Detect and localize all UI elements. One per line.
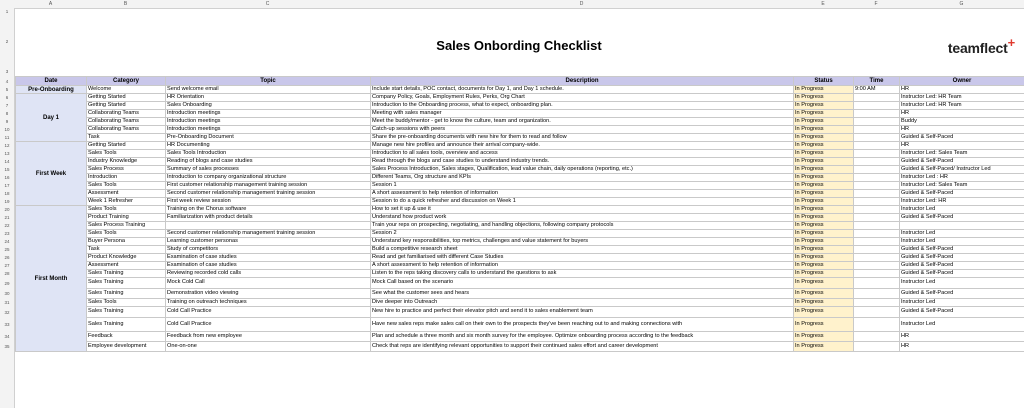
- owner-cell[interactable]: Instructor Led: [900, 230, 1024, 238]
- status-cell[interactable]: In Progress: [794, 190, 854, 198]
- category-cell[interactable]: Sales Training: [87, 307, 166, 318]
- topic-cell[interactable]: One-on-one: [166, 342, 371, 352]
- description-cell[interactable]: Read through the blogs and case studies to understand industry trends.: [371, 158, 794, 166]
- column-letter[interactable]: A: [48, 1, 53, 7]
- topic-cell[interactable]: Cold Call Practice: [166, 318, 371, 332]
- row-number[interactable]: 5: [5, 87, 9, 92]
- category-cell[interactable]: Task: [87, 134, 166, 142]
- table-header-row: [16, 77, 1024, 86]
- time-cell[interactable]: 9:00 AM: [854, 86, 900, 94]
- description-cell[interactable]: Understand how product work: [371, 214, 794, 222]
- owner-cell[interactable]: Guided & Self-Paced: [900, 158, 1024, 166]
- description-cell[interactable]: Mock Call based on the scenario: [371, 278, 794, 289]
- owner-cell[interactable]: HR: [900, 126, 1024, 134]
- column-letter[interactable]: F: [874, 1, 878, 7]
- owner-cell[interactable]: Instructor Led: HR Team: [900, 102, 1024, 110]
- table-row[interactable]: [16, 238, 1024, 246]
- owner-cell[interactable]: Instructor Led: Sales Team: [900, 182, 1024, 190]
- topic-cell[interactable]: Examination of case studies: [166, 254, 371, 262]
- time-cell[interactable]: [854, 174, 900, 182]
- topic-cell[interactable]: Learning customer personas: [166, 238, 371, 246]
- description-cell[interactable]: Meet the buddy/mentor - get to know the culture, team and organization.: [371, 118, 794, 126]
- row-number[interactable]: 33: [4, 322, 10, 327]
- time-cell[interactable]: [854, 206, 900, 214]
- title-bar: [15, 14, 1023, 76]
- category-cell[interactable]: Welcome: [87, 86, 166, 94]
- owner-cell[interactable]: Instructor Led: Sales Team: [900, 150, 1024, 158]
- table-row[interactable]: [16, 150, 1024, 158]
- time-cell[interactable]: [854, 238, 900, 246]
- time-cell[interactable]: [854, 270, 900, 278]
- owner-cell[interactable]: Instructor Led: HR Team: [900, 94, 1024, 102]
- table-row[interactable]: [16, 270, 1024, 278]
- status-cell[interactable]: In Progress: [794, 86, 854, 94]
- row-number[interactable]: 4: [5, 78, 9, 84]
- time-cell[interactable]: [854, 214, 900, 222]
- description-cell[interactable]: Session to do a quick refresher and discussion on Week 1: [371, 198, 794, 206]
- row-number[interactable]: 7: [5, 103, 9, 108]
- owner-cell[interactable]: Guided & Self-Paced: [900, 134, 1024, 142]
- topic-cell[interactable]: Feedback from new employee: [166, 332, 371, 342]
- topic-cell[interactable]: Second customer relationship management training session: [166, 190, 371, 198]
- table-row[interactable]: [16, 158, 1024, 166]
- category-cell[interactable]: Collaborating Teams: [87, 118, 166, 126]
- time-cell[interactable]: [854, 278, 900, 289]
- category-cell[interactable]: Industry Knowledge: [87, 158, 166, 166]
- description-cell[interactable]: Dive deeper into Outreach: [371, 299, 794, 307]
- row-number[interactable]: 23: [4, 231, 10, 236]
- row-number[interactable]: 35: [4, 344, 10, 349]
- category-cell[interactable]: Sales Tools: [87, 150, 166, 158]
- status-cell[interactable]: In Progress: [794, 150, 854, 158]
- status-cell[interactable]: In Progress: [794, 142, 854, 150]
- time-cell[interactable]: [854, 110, 900, 118]
- row-number[interactable]: 30: [4, 291, 10, 296]
- description-cell[interactable]: Manage new hire profiles and announce their arrival company-wide.: [371, 142, 794, 150]
- category-cell[interactable]: Sales Tools: [87, 230, 166, 238]
- owner-cell[interactable]: Guided & Self-Paced/ Instructor Led: [900, 166, 1024, 174]
- status-cell[interactable]: In Progress: [794, 182, 854, 190]
- row-number[interactable]: 31: [4, 300, 10, 305]
- category-cell[interactable]: Introduction: [87, 174, 166, 182]
- table-row[interactable]: [16, 102, 1024, 110]
- table-row[interactable]: [16, 307, 1024, 318]
- column-letter[interactable]: B: [123, 1, 128, 7]
- category-cell[interactable]: Getting Started: [87, 94, 166, 102]
- row-number[interactable]: 26: [4, 255, 10, 260]
- time-cell[interactable]: [854, 262, 900, 270]
- table-row[interactable]: [16, 110, 1024, 118]
- row-number[interactable]: 27: [4, 263, 10, 268]
- row-number[interactable]: 14: [4, 159, 10, 164]
- row-number[interactable]: 16: [4, 175, 10, 180]
- topic-cell[interactable]: Cold Call Practice: [166, 307, 371, 318]
- table-row[interactable]: [16, 299, 1024, 307]
- status-cell[interactable]: In Progress: [794, 118, 854, 126]
- table-row[interactable]: [16, 318, 1024, 332]
- owner-cell[interactable]: HR: [900, 110, 1024, 118]
- row-number[interactable]: 20: [4, 207, 10, 212]
- table-row[interactable]: [16, 214, 1024, 222]
- category-cell[interactable]: Product Knowledge: [87, 254, 166, 262]
- row-number[interactable]: 34: [4, 334, 10, 339]
- owner-cell[interactable]: Instructor Led: [900, 299, 1024, 307]
- time-cell[interactable]: [854, 134, 900, 142]
- status-cell[interactable]: In Progress: [794, 158, 854, 166]
- description-cell[interactable]: Catch-up sessions with peers: [371, 126, 794, 134]
- column-header[interactable]: Category: [87, 77, 166, 86]
- teamflect-logo: [947, 35, 1015, 56]
- category-cell[interactable]: Week 1 Refresher: [87, 198, 166, 206]
- category-cell[interactable]: Sales Process: [87, 166, 166, 174]
- column-header[interactable]: Date: [16, 77, 87, 86]
- row-number[interactable]: 10: [4, 127, 10, 132]
- row-number[interactable]: 29: [4, 280, 10, 286]
- table-row[interactable]: [16, 278, 1024, 289]
- table-row[interactable]: [16, 142, 1024, 150]
- status-cell[interactable]: In Progress: [794, 214, 854, 222]
- owner-cell[interactable]: Guided & Self-Paced: [900, 214, 1024, 222]
- description-cell[interactable]: Introduction to all sales tools, overview and access: [371, 150, 794, 158]
- topic-cell[interactable]: Reading of blogs and case studies: [166, 158, 371, 166]
- topic-cell[interactable]: First week review session: [166, 198, 371, 206]
- status-cell[interactable]: In Progress: [794, 94, 854, 102]
- time-cell[interactable]: [854, 198, 900, 206]
- topic-cell[interactable]: Demonstration video viewing: [166, 289, 371, 299]
- category-cell[interactable]: Assessment: [87, 190, 166, 198]
- description-cell[interactable]: Company Policy, Goals, Employment Rules, Perks, Org Chart: [371, 94, 794, 102]
- row-number[interactable]: 28: [4, 271, 10, 276]
- topic-cell[interactable]: Send welcome email: [166, 86, 371, 94]
- status-cell[interactable]: In Progress: [794, 278, 854, 289]
- column-header[interactable]: Description: [371, 77, 794, 86]
- description-cell[interactable]: Meeting with sales manager: [371, 110, 794, 118]
- time-cell[interactable]: [854, 246, 900, 254]
- description-cell[interactable]: Include start details, POC contact, documents for Day 1, and Day 1 schedule.: [371, 86, 794, 94]
- status-cell[interactable]: In Progress: [794, 270, 854, 278]
- time-cell[interactable]: [854, 190, 900, 198]
- description-cell[interactable]: Sales Process Introduction, Sales stages, Qualification, lead value chain, daily operations (reporting, etc.): [371, 166, 794, 174]
- time-cell[interactable]: [854, 166, 900, 174]
- description-cell[interactable]: Session 1: [371, 182, 794, 190]
- row-number[interactable]: 2: [5, 39, 9, 44]
- stage-label[interactable]: Day 1: [16, 94, 87, 142]
- table-row[interactable]: [16, 126, 1024, 134]
- table-row[interactable]: [16, 198, 1024, 206]
- status-cell[interactable]: In Progress: [794, 222, 854, 230]
- category-cell[interactable]: Assessment: [87, 262, 166, 270]
- column-header[interactable]: Status: [794, 77, 854, 86]
- description-cell[interactable]: Listen to the reps taking discovery calls to understand the questions to ask: [371, 270, 794, 278]
- owner-cell[interactable]: Guided & Self-Paced: [900, 246, 1024, 254]
- description-cell[interactable]: New hire to practice and perfect their elevator pitch and send it to sales enablement team: [371, 307, 794, 318]
- owner-cell[interactable]: HR: [900, 342, 1024, 352]
- owner-cell[interactable]: Guided & Self-Paced: [900, 289, 1024, 299]
- row-number[interactable]: 22: [4, 223, 10, 228]
- owner-cell[interactable]: Instructor Led: [900, 318, 1024, 332]
- topic-cell[interactable]: Summary of sales processes: [166, 166, 371, 174]
- description-cell[interactable]: Share the pre-onboarding documents with new hire for them to read and follow: [371, 134, 794, 142]
- topic-cell[interactable]: HR Orientation: [166, 94, 371, 102]
- category-cell[interactable]: Sales Tools: [87, 299, 166, 307]
- stage-label[interactable]: First Month: [16, 206, 87, 352]
- table-row[interactable]: [16, 174, 1024, 182]
- column-header[interactable]: Topic: [166, 77, 371, 86]
- row-number[interactable]: 18: [4, 191, 10, 196]
- table-row[interactable]: [16, 222, 1024, 230]
- table-body: [16, 86, 1024, 352]
- status-cell[interactable]: In Progress: [794, 174, 854, 182]
- checklist-table: [15, 76, 1024, 352]
- status-cell[interactable]: In Progress: [794, 166, 854, 174]
- table-row[interactable]: [16, 190, 1024, 198]
- category-cell[interactable]: Product Training: [87, 214, 166, 222]
- row-number[interactable]: 3: [5, 69, 9, 74]
- category-cell[interactable]: Sales Training: [87, 270, 166, 278]
- logo-plus-icon: +: [1007, 35, 1015, 50]
- status-cell[interactable]: In Progress: [794, 262, 854, 270]
- status-cell[interactable]: In Progress: [794, 126, 854, 134]
- time-cell[interactable]: [854, 230, 900, 238]
- description-cell[interactable]: Check that reps are identifying relevant opportunities to support their continued sales effort and career development: [371, 342, 794, 352]
- status-cell[interactable]: In Progress: [794, 198, 854, 206]
- row-number[interactable]: 12: [4, 143, 10, 148]
- column-header[interactable]: Time: [854, 77, 900, 86]
- status-cell[interactable]: In Progress: [794, 230, 854, 238]
- time-cell[interactable]: [854, 94, 900, 102]
- topic-cell[interactable]: Introduction meetings: [166, 110, 371, 118]
- status-cell[interactable]: In Progress: [794, 299, 854, 307]
- row-number[interactable]: 13: [4, 151, 10, 156]
- table-row[interactable]: [16, 94, 1024, 102]
- table-row[interactable]: [16, 86, 1024, 94]
- table-row[interactable]: [16, 254, 1024, 262]
- row-number[interactable]: 32: [4, 309, 10, 315]
- topic-cell[interactable]: Sales Onboarding: [166, 102, 371, 110]
- topic-cell[interactable]: Familiarization with product details: [166, 214, 371, 222]
- column-letter[interactable]: C: [265, 1, 270, 7]
- description-cell[interactable]: Different Teams, Org structure and KPIs: [371, 174, 794, 182]
- category-cell[interactable]: Feedback: [87, 332, 166, 342]
- table-row[interactable]: [16, 332, 1024, 342]
- status-cell[interactable]: In Progress: [794, 246, 854, 254]
- time-cell[interactable]: [854, 332, 900, 342]
- category-cell[interactable]: Task: [87, 246, 166, 254]
- status-cell[interactable]: In Progress: [794, 110, 854, 118]
- table-row[interactable]: [16, 134, 1024, 142]
- row-number[interactable]: 1: [5, 9, 9, 14]
- description-cell[interactable]: Session 2: [371, 230, 794, 238]
- column-letter[interactable]: G: [959, 1, 964, 7]
- topic-cell[interactable]: Introduction meetings: [166, 118, 371, 126]
- time-cell[interactable]: [854, 126, 900, 134]
- topic-cell[interactable]: HR Documenting: [166, 142, 371, 150]
- category-cell[interactable]: Sales Training: [87, 278, 166, 289]
- status-cell[interactable]: In Progress: [794, 206, 854, 214]
- status-cell[interactable]: In Progress: [794, 342, 854, 352]
- topic-cell[interactable]: Training on outreach techniques: [166, 299, 371, 307]
- owner-cell[interactable]: Instructor Led : HR: [900, 174, 1024, 182]
- logo-text: teamflect: [947, 40, 1008, 56]
- status-cell[interactable]: In Progress: [794, 134, 854, 142]
- table-row[interactable]: [16, 206, 1024, 214]
- table-row[interactable]: [16, 246, 1024, 254]
- column-letter[interactable]: D: [579, 1, 584, 7]
- topic-cell[interactable]: Training on the Chorus software: [166, 206, 371, 214]
- owner-cell[interactable]: Guided & Self-Paced: [900, 254, 1024, 262]
- table-row[interactable]: [16, 182, 1024, 190]
- description-cell[interactable]: Have new sales reps make sales call on their own to the prospects they've been reaching out to and making connections with: [371, 318, 794, 332]
- topic-cell[interactable]: Examination of case studies: [166, 262, 371, 270]
- topic-cell[interactable]: Study of competitors: [166, 246, 371, 254]
- row-headers: [0, 8, 15, 408]
- row-number[interactable]: 19: [4, 199, 10, 204]
- topic-cell[interactable]: Introduction meetings: [166, 126, 371, 134]
- description-cell[interactable]: Train your reps on prospecting, negotiating, and handling objections, following company protocols: [371, 222, 794, 230]
- status-cell[interactable]: In Progress: [794, 332, 854, 342]
- time-cell[interactable]: [854, 318, 900, 332]
- row-number[interactable]: 6: [5, 95, 9, 100]
- category-cell[interactable]: Buyer Persona: [87, 238, 166, 246]
- owner-cell[interactable]: HR: [900, 142, 1024, 150]
- description-cell[interactable]: Read and get familiarised with different Case Studies: [371, 254, 794, 262]
- description-cell[interactable]: Understand key responsibilities, top metrics, challenges and value statement for buyers: [371, 238, 794, 246]
- time-cell[interactable]: [854, 299, 900, 307]
- status-cell[interactable]: In Progress: [794, 307, 854, 318]
- table-row[interactable]: [16, 262, 1024, 270]
- table-row[interactable]: [16, 342, 1024, 352]
- status-cell[interactable]: In Progress: [794, 318, 854, 332]
- description-cell[interactable]: Introduction to the Onboarding process, what to expect, onboarding plan.: [371, 102, 794, 110]
- owner-cell[interactable]: Instructor Led: [900, 278, 1024, 289]
- category-cell[interactable]: Getting Started: [87, 102, 166, 110]
- category-cell[interactable]: Employee development: [87, 342, 166, 352]
- topic-cell[interactable]: Second customer relationship management training session: [166, 230, 371, 238]
- row-number[interactable]: 25: [4, 247, 10, 252]
- category-cell[interactable]: Sales Process Training: [87, 222, 166, 230]
- table-row[interactable]: [16, 118, 1024, 126]
- row-number[interactable]: 15: [4, 167, 10, 172]
- category-cell[interactable]: Sales Tools: [87, 206, 166, 214]
- stage-label[interactable]: First Week: [16, 142, 87, 206]
- status-cell[interactable]: In Progress: [794, 102, 854, 110]
- owner-cell[interactable]: Instructor Led: [900, 238, 1024, 246]
- row-number[interactable]: 11: [4, 135, 10, 140]
- topic-cell[interactable]: Reviewing recorded cold calls: [166, 270, 371, 278]
- topic-cell[interactable]: [166, 222, 371, 230]
- owner-cell[interactable]: Guided & Self-Paced: [900, 270, 1024, 278]
- category-cell[interactable]: Collaborating Teams: [87, 110, 166, 118]
- description-cell[interactable]: How to set it up & use it: [371, 206, 794, 214]
- status-cell[interactable]: In Progress: [794, 254, 854, 262]
- description-cell[interactable]: Plan and schedule a three month and six month survey for the employee. Optimize onboarding process according to the feedback: [371, 332, 794, 342]
- topic-cell[interactable]: Pre-Onboarding Document: [166, 134, 371, 142]
- sheet-title[interactable]: Sales Onbording Checklist: [436, 38, 602, 53]
- description-cell[interactable]: A short assessment to help retention of information: [371, 190, 794, 198]
- status-cell[interactable]: In Progress: [794, 238, 854, 246]
- owner-cell[interactable]: Guided & Self-Paced: [900, 190, 1024, 198]
- column-header[interactable]: Owner: [900, 77, 1024, 86]
- status-cell[interactable]: In Progress: [794, 289, 854, 299]
- time-cell[interactable]: [854, 182, 900, 190]
- topic-cell[interactable]: Mock Cold Call: [166, 278, 371, 289]
- row-number[interactable]: 8: [5, 111, 9, 116]
- table-row[interactable]: [16, 230, 1024, 238]
- time-cell[interactable]: [854, 150, 900, 158]
- time-cell[interactable]: [854, 102, 900, 110]
- row-number[interactable]: 9: [5, 119, 9, 124]
- time-cell[interactable]: [854, 254, 900, 262]
- table-row[interactable]: [16, 289, 1024, 299]
- owner-cell[interactable]: HR: [900, 86, 1024, 94]
- stage-label[interactable]: Pre-Onboarding: [16, 86, 87, 94]
- column-headers: [0, 0, 1024, 9]
- column-letter[interactable]: E: [821, 1, 825, 7]
- category-cell[interactable]: Sales Training: [87, 289, 166, 299]
- topic-cell[interactable]: First customer relationship management training session: [166, 182, 371, 190]
- owner-cell[interactable]: Guided & Self-Paced: [900, 307, 1024, 318]
- time-cell[interactable]: [854, 158, 900, 166]
- category-cell[interactable]: Sales Tools: [87, 182, 166, 190]
- time-cell[interactable]: [854, 342, 900, 352]
- category-cell[interactable]: Collaborating Teams: [87, 126, 166, 134]
- time-cell[interactable]: [854, 142, 900, 150]
- description-cell[interactable]: A short assessment to help retention of information: [371, 262, 794, 270]
- time-cell[interactable]: [854, 118, 900, 126]
- owner-cell[interactable]: Instructor Led: [900, 206, 1024, 214]
- time-cell[interactable]: [854, 222, 900, 230]
- row-number[interactable]: 24: [4, 239, 10, 244]
- time-cell[interactable]: [854, 307, 900, 318]
- description-cell[interactable]: See what the customer sees and hears: [371, 289, 794, 299]
- row-number[interactable]: 21: [4, 215, 10, 220]
- owner-cell[interactable]: [900, 222, 1024, 230]
- topic-cell[interactable]: Introduction to company organizational structure: [166, 174, 371, 182]
- topic-cell[interactable]: Sales Tools Introduction: [166, 150, 371, 158]
- owner-cell[interactable]: Guided & Self-Paced: [900, 262, 1024, 270]
- category-cell[interactable]: Sales Training: [87, 318, 166, 332]
- owner-cell[interactable]: Instructor Led: HR: [900, 198, 1024, 206]
- owner-cell[interactable]: HR: [900, 332, 1024, 342]
- category-cell[interactable]: Getting Started: [87, 142, 166, 150]
- owner-cell[interactable]: Buddy: [900, 118, 1024, 126]
- table-row[interactable]: [16, 166, 1024, 174]
- time-cell[interactable]: [854, 289, 900, 299]
- row-number[interactable]: 17: [4, 183, 10, 188]
- description-cell[interactable]: Build a competitive research sheet: [371, 246, 794, 254]
